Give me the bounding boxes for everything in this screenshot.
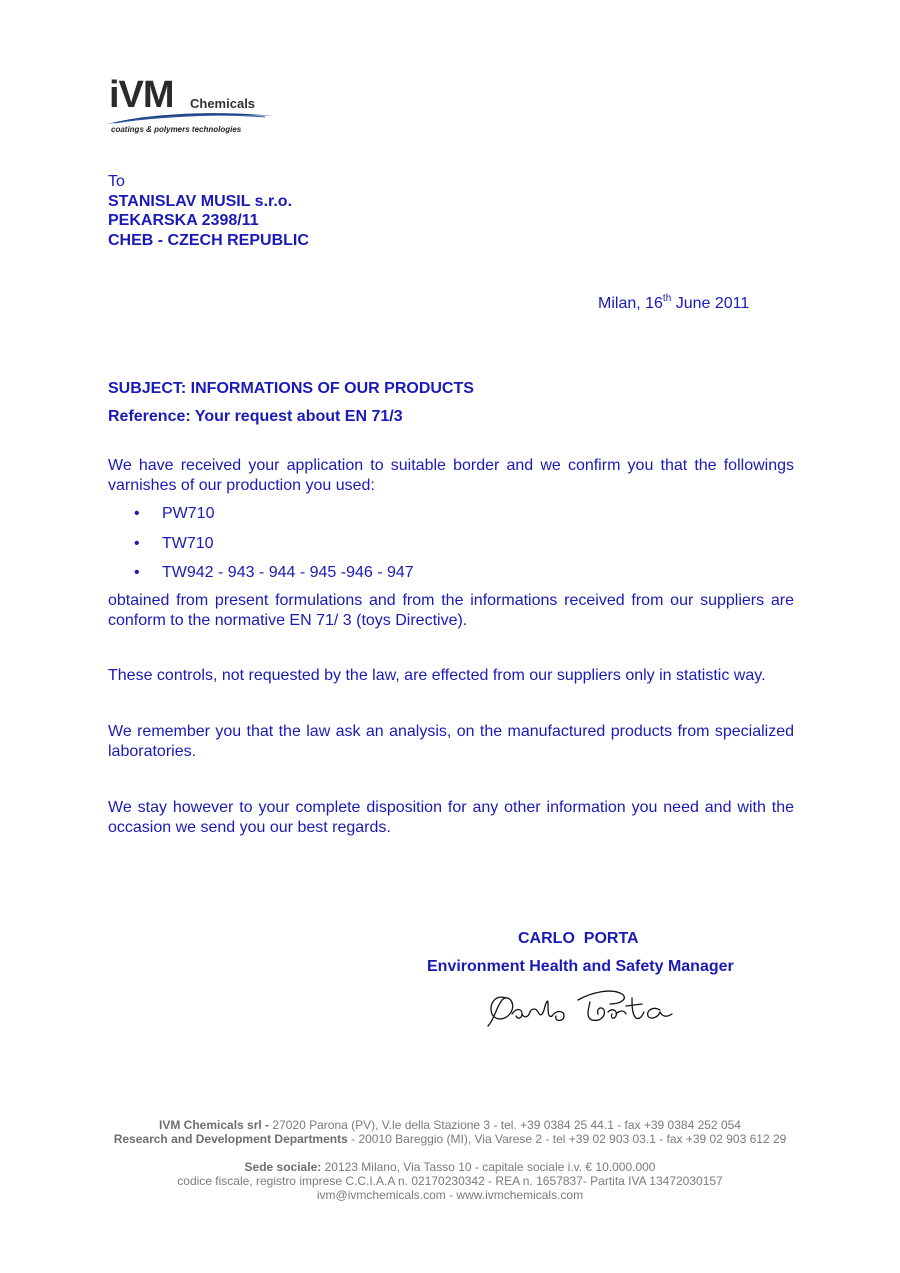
controls-paragraph: These controls, not requested by the law, are effected from our suppliers only in statistic way. bbox=[108, 667, 766, 684]
footer-seat-address: 20123 Milano, Via Tasso 10 - capitale sociale i.v. € 10.000.000 bbox=[321, 1160, 656, 1174]
bullet-icon: • bbox=[134, 534, 140, 552]
closing-paragraph: We stay however to your complete disposition for any other information you need and with the occasion we send you our best regards. bbox=[108, 799, 794, 836]
intro-paragraph: We have received your application to suitable border and we confirm you that the followings varnishes of our production you used: bbox=[108, 457, 794, 494]
recipient-block bbox=[108, 172, 309, 250]
footer-registry: codice fiscale, registro imprese C.C.I.A.A n. 02170230342 - REA n. 1657837- Partita IVA 13472030157 bbox=[177, 1174, 723, 1188]
footer-rnd-address: - 20010 Bareggio (MI), Via Varese 2 - tel +39 02 903 03.1 - fax +39 02 903 612 29 bbox=[347, 1132, 787, 1146]
conformity-paragraph: obtained from present formulations and from the informations received from our suppliers are conform to the normative EN 71/ 3 (toys Directive). bbox=[108, 592, 794, 629]
footer-legal bbox=[0, 1160, 900, 1202]
footer-seat-label: Sede sociale: bbox=[244, 1160, 322, 1174]
recipient-street: PEKARSKA 2398/11 bbox=[108, 212, 259, 229]
signatory-role: Environment Health and Safety Manager bbox=[427, 958, 734, 975]
footer-rnd-name: Research and Development Departments bbox=[113, 1132, 348, 1146]
footer-seat-line bbox=[0, 1160, 900, 1174]
subject-line: SUBJECT: INFORMATIONS OF OUR PRODUCTS bbox=[108, 380, 474, 397]
footer-contacts: ivm@ivmchemicals.com - www.ivmchemicals.com bbox=[316, 1188, 584, 1202]
logo-tagline: coatings & polymers technologies bbox=[111, 125, 242, 134]
reference-line: Reference: Your request about EN 71/3 bbox=[108, 408, 403, 425]
letter-date bbox=[598, 295, 749, 313]
footer-addresses bbox=[0, 1118, 900, 1146]
handwritten-signature-icon bbox=[482, 980, 697, 1035]
bullet-icon: • bbox=[134, 505, 140, 522]
product-name: TW710 bbox=[162, 534, 214, 552]
date-ordinal: th bbox=[662, 293, 672, 304]
footer-company-address: 27020 Parona (PV), V.le della Stazione 3 - tel. +39 0384 25 44.1 - fax +39 0384 252 054 bbox=[269, 1118, 741, 1132]
analysis-paragraph: We remember you that the law ask an analysis, on the manufactured products from specialized laboratories. bbox=[108, 723, 794, 760]
product-name: PW710 bbox=[162, 505, 215, 522]
signatory-name: CARLO PORTA bbox=[518, 930, 639, 947]
logo-brand: iVM bbox=[109, 74, 174, 116]
to-label: To bbox=[108, 173, 125, 190]
date-rest: June 2011 bbox=[671, 295, 750, 312]
recipient-name: STANISLAV MUSIL s.r.o. bbox=[108, 192, 293, 210]
footer-company-line bbox=[0, 1118, 900, 1132]
date-place: Milan, 16 bbox=[598, 295, 663, 312]
product-name: TW942 - 943 - 944 - 945 -946 - 947 bbox=[162, 564, 414, 581]
logo-swoosh-icon bbox=[105, 110, 275, 126]
recipient-city: CHEB - CZECH REPUBLIC bbox=[108, 231, 309, 249]
company-logo bbox=[105, 74, 280, 140]
logo-suffix: Chemicals bbox=[190, 96, 256, 111]
bullet-icon: • bbox=[134, 564, 140, 581]
footer-company-name: IVM Chemicals srl - bbox=[159, 1118, 270, 1132]
footer-rnd-line bbox=[0, 1132, 900, 1146]
